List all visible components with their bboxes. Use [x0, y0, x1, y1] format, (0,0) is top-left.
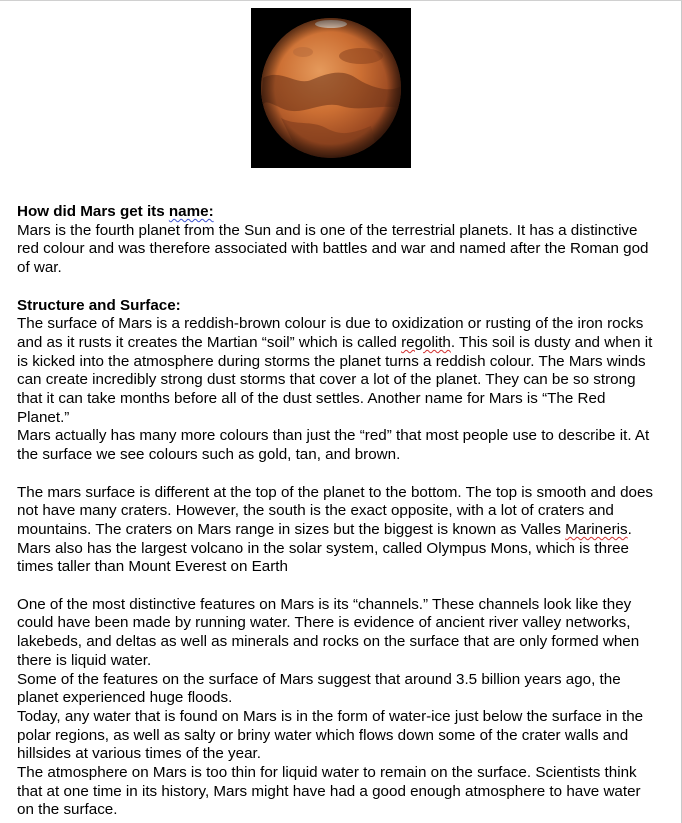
paragraph-channels: One of the most distinctive features on Mars is its “channels.” These channels look like they could have been made by running water. There is evidence of ancient river valley networks, lakebeds, and deltas as well as minerals and rocks on the surface that are only formed when there is liquid water. — [17, 595, 640, 669]
text-run: . Mars also has the largest volcano in the solar system, called Olympus Mons, which is three times taller than Mount Everest on Earth — [17, 520, 632, 576]
grammar-flagged-word[interactable]: name: — [168, 203, 214, 220]
paragraph-water-ice: Today, any water that is found on Mars is in the form of water-ice just below the surface in the polar regions, as well as salty or briny water which flows down some of the crater walls and hillsides at various times of the year. — [17, 707, 644, 763]
mars-planet-icon — [251, 8, 411, 168]
mars-image[interactable] — [251, 8, 411, 168]
text-run: . This soil is dusty and when it is kicked into the atmosphere during storms the planet turns a reddish colour. The Mars winds can create incredibly strong dust storms that cover a lot of the planet. They can be so strong that it can take months before all of the dust settles. Another name for Mars is “The Red Planet.” — [17, 333, 653, 426]
paragraph-spacer — [17, 278, 657, 297]
heading-text: How did Mars get its — [17, 203, 169, 220]
text-run: The mars surface is different at the top of the planet to the bottom. The top is smooth and does not have many craters. However, the south is the exact opposite, with a lot of craters and mountains. The craters on Mars range in sizes but the biggest is known as Valles — [17, 483, 653, 538]
section-heading-name — [17, 203, 657, 222]
section-heading-structure: Structure and Surface: — [17, 296, 181, 314]
text-run: The surface of Mars is a reddish-brown colour is due to oxidization or rusting of the iron rocks and as it rusts it creates the Martian “soil” which is called — [17, 315, 644, 351]
document-body — [17, 203, 657, 820]
paragraph-spacer — [17, 577, 657, 596]
paragraph-name-origin: Mars is the fourth planet from the Sun and is one of the terrestrial planets. It has a distinctive red colour and was therefore associated with battles and war and named after the Roman god of war. — [17, 221, 649, 277]
paragraph-spacer — [17, 465, 657, 484]
misspelled-word[interactable]: regolith — [401, 333, 451, 351]
paragraph-floods: Some of the features on the surface of Mars suggest that around 3.5 billion years ago, the planet experienced huge floods. — [17, 670, 621, 707]
paragraph-surface-colour — [17, 315, 657, 427]
paragraph-atmosphere: The atmosphere on Mars is too thin for liquid water to remain on the surface. Scientists think that at one time in its history, Mars might have had a good enough atmosphere to have water on the surface. — [17, 764, 641, 819]
misspelled-word[interactable]: Marineris — [565, 520, 628, 538]
paragraph-colours: Mars actually has many more colours than just the “red” that most people use to describe it. At the surface we see colours such as gold, tan, and brown. — [17, 427, 650, 464]
paragraph-surface-features — [17, 484, 657, 578]
